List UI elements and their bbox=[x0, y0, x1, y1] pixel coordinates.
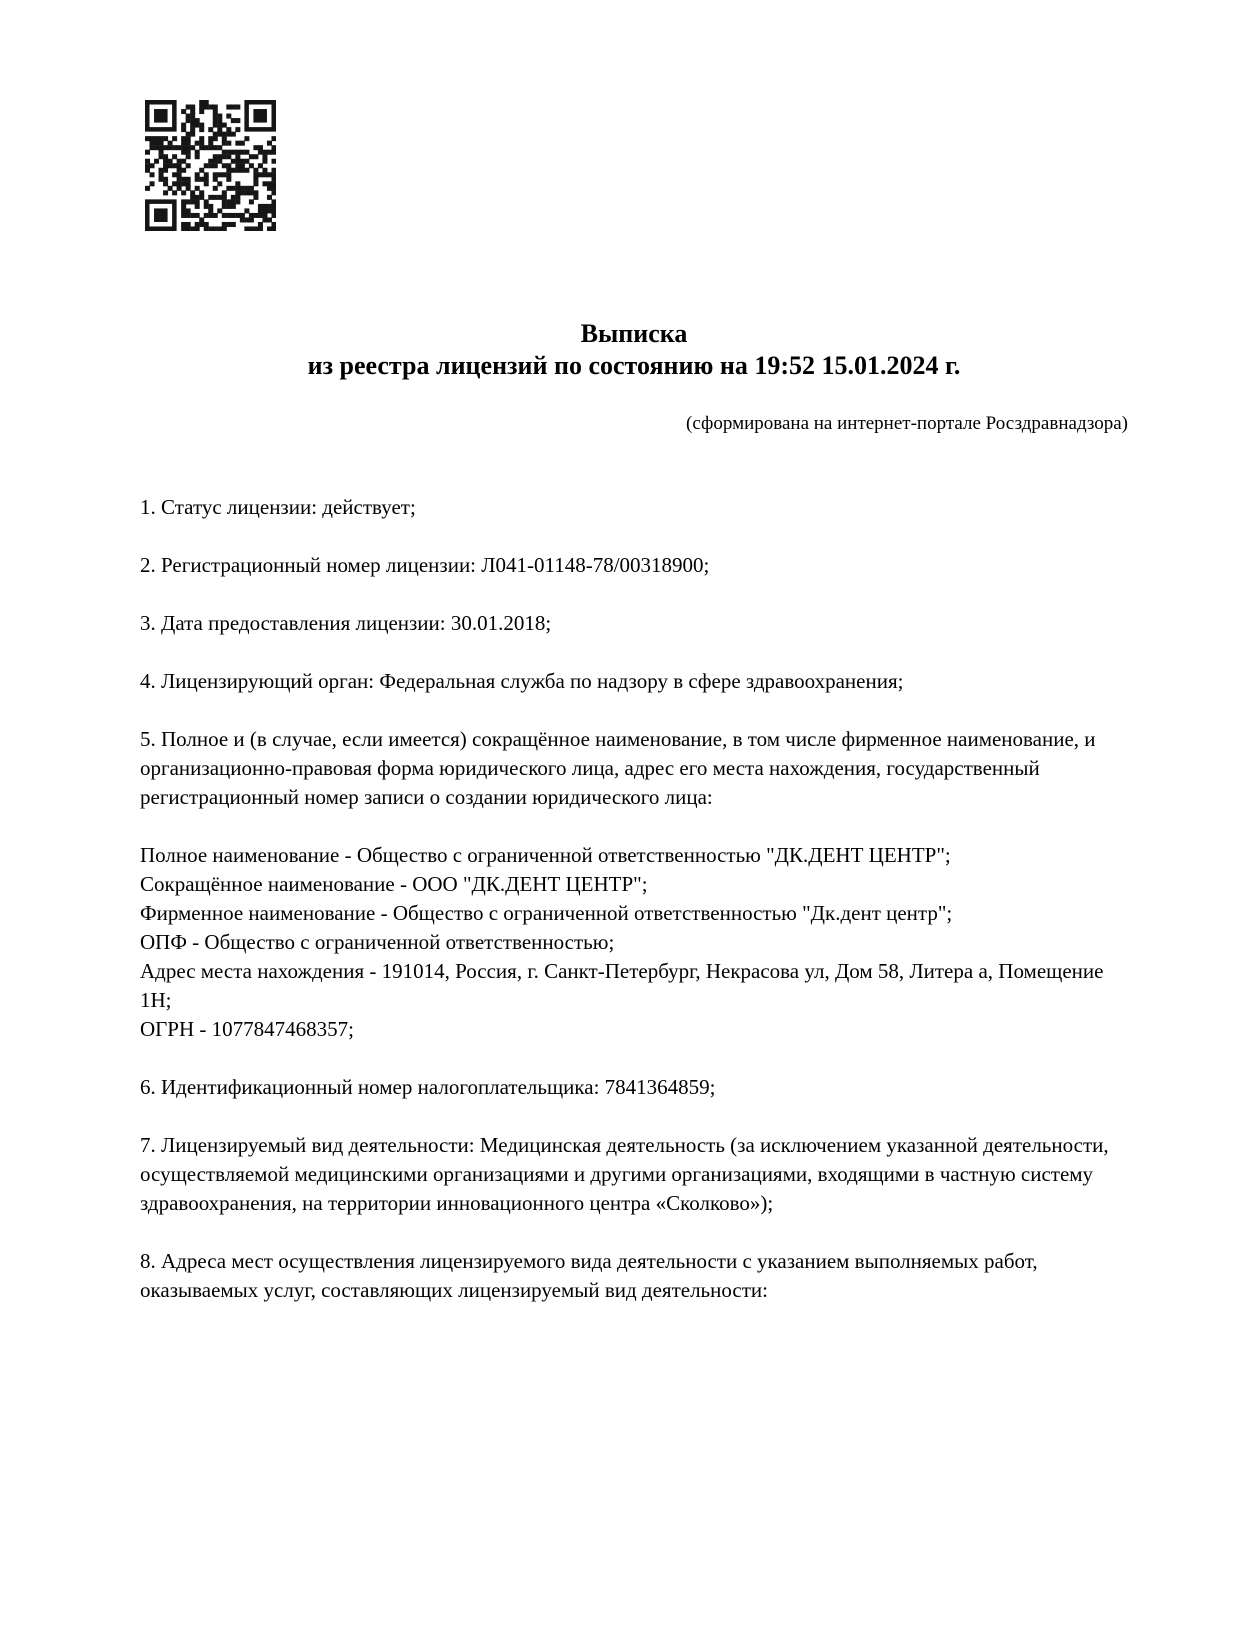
taxpayer-id: 6. Идентификационный номер налогоплательщика: 7841364859; bbox=[140, 1075, 716, 1099]
org-short-name: Сокращённое наименование - ООО "ДК.ДЕНТ ЦЕНТР"; bbox=[140, 872, 648, 896]
licensing-authority: 4. Лицензирующий орган: Федеральная служба по надзору в сфере здравоохранения; bbox=[140, 669, 904, 693]
licensed-activity-type: 7. Лицензируемый вид деятельности: Медицинская деятельность (за исключением указанной деятельности, осуществляемой медицинскими организациями и другими организациями, входящими в частную систему здравоохранения, на территории инновационного центра «Сколково»); bbox=[140, 1133, 1109, 1215]
org-full-name: Полное наименование - Общество с ограниченной ответственностью "ДК.ДЕНТ ЦЕНТР"; bbox=[140, 843, 951, 867]
org-ogrn: ОГРН - 1077847468357; bbox=[140, 1017, 354, 1041]
title-line1: Выписка bbox=[580, 319, 688, 348]
document-content bbox=[140, 318, 1128, 1305]
activity-addresses-heading: 8. Адреса мест осуществления лицензируемого вида деятельности с указанием выполняемых работ, оказываемых услуг, составляющих лицензируемый вид деятельности: bbox=[140, 1249, 1038, 1302]
org-brand-name: Фирменное наименование - Общество с ограниченной ответственностью "Дк.дент центр"; bbox=[140, 901, 953, 925]
document-body bbox=[140, 493, 1128, 1305]
title-line2: из реестра лицензий по состоянию на 19:52 15.01.2024 г. bbox=[307, 351, 961, 380]
qr-code bbox=[145, 100, 276, 231]
document-subtitle: (сформирована на интернет-портале Росздравнадзора) bbox=[686, 413, 1128, 434]
org-address: Адрес места нахождения - 191014, Россия, г. Санкт-Петербург, Некрасова ул, Дом 58, Литера а, Помещение 1Н; bbox=[140, 959, 1104, 1012]
license-registration-number: 2. Регистрационный номер лицензии: Л041-01148-78/00318900; bbox=[140, 553, 710, 577]
organization-details bbox=[140, 841, 1128, 1044]
license-grant-date: 3. Дата предоставления лицензии: 30.01.2018; bbox=[140, 611, 552, 635]
organization-section-heading: 5. Полное и (в случае, если имеется) сокращённое наименование, в том числе фирменное наименование, и организационно-правовая форма юридического лица, адрес его места нахождения, государственный регистрационный номер записи о создании юридического лица: bbox=[140, 727, 1096, 809]
license-status: 1. Статус лицензии: действует; bbox=[140, 495, 416, 519]
org-opf: ОПФ - Общество с ограниченной ответственностью; bbox=[140, 930, 615, 954]
document-title bbox=[140, 318, 1128, 382]
